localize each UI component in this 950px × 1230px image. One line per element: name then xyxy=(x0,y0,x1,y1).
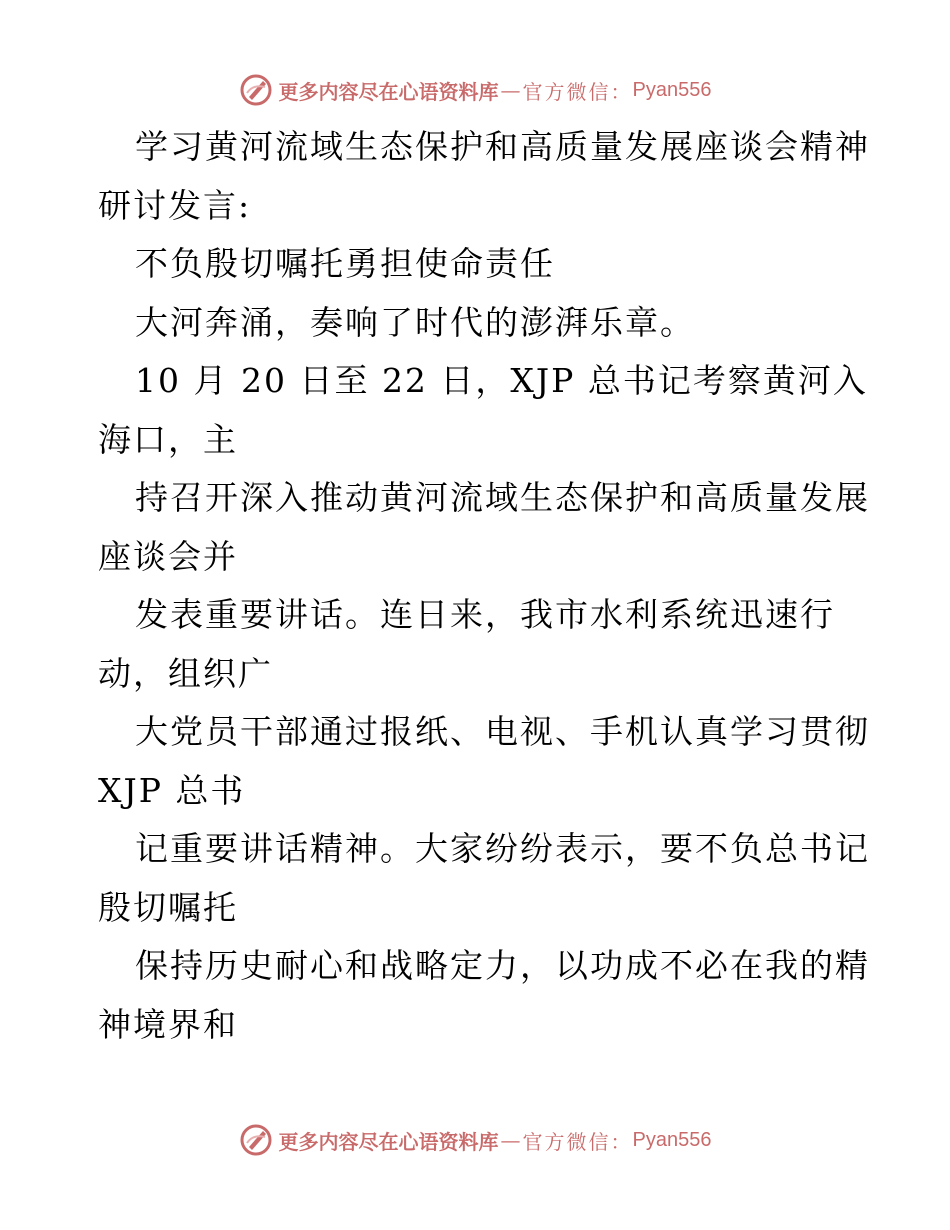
text-line: 发表重要讲话。连日来，我市水利系统迅速行 xyxy=(135,595,835,634)
banner-wechat-id: Pyan556 xyxy=(632,78,712,101)
document-body xyxy=(98,118,870,1054)
text-line: 大党员干部通过报纸、电视、手机认真学习贯彻 xyxy=(135,712,870,751)
text-line: XJP 总书 xyxy=(98,770,246,810)
text-line: 研讨发言: xyxy=(98,185,252,225)
banner-official-label: 官方微信： xyxy=(522,1129,633,1154)
logo-icon xyxy=(239,1123,273,1157)
header-banner xyxy=(0,70,950,110)
banner-official-label: 官方微信： xyxy=(522,79,633,104)
banner-separator: — xyxy=(500,1128,521,1152)
banner-wechat-id: Pyan556 xyxy=(632,1128,712,1151)
text-line: 不负殷切嘱托勇担使命责任 xyxy=(135,244,555,283)
text-line: 10 月 20 日至 22 日，XJP 总书记考察黄河入 xyxy=(135,361,868,400)
text-line: 保持历史耐心和战略定力，以功成不必在我的精 xyxy=(135,946,870,985)
text-line: 座谈会并 xyxy=(98,536,238,576)
text-line: 持召开深入推动黄河流域生态保护和高质量发展 xyxy=(135,478,870,517)
text-line: 殷切嘱托 xyxy=(98,887,238,927)
text-line: 海口，主 xyxy=(98,419,238,459)
banner-site-text: 更多内容尽在心语资料库 xyxy=(278,1129,499,1154)
text-line: 大河奔涌，奏响了时代的澎湃乐章。 xyxy=(135,302,695,342)
text-line: 学习黄河流域生态保护和高质量发展座谈会精神 xyxy=(135,127,870,166)
footer-banner xyxy=(0,1120,950,1160)
text-line: 动，组织广 xyxy=(98,653,273,693)
text-line: 神境界和 xyxy=(98,1004,238,1044)
banner-separator: — xyxy=(500,78,521,102)
banner-site-text: 更多内容尽在心语资料库 xyxy=(278,79,499,104)
text-line: 记重要讲话精神。大家纷纷表示，要不负总书记 xyxy=(135,829,870,868)
logo-icon xyxy=(239,73,273,107)
